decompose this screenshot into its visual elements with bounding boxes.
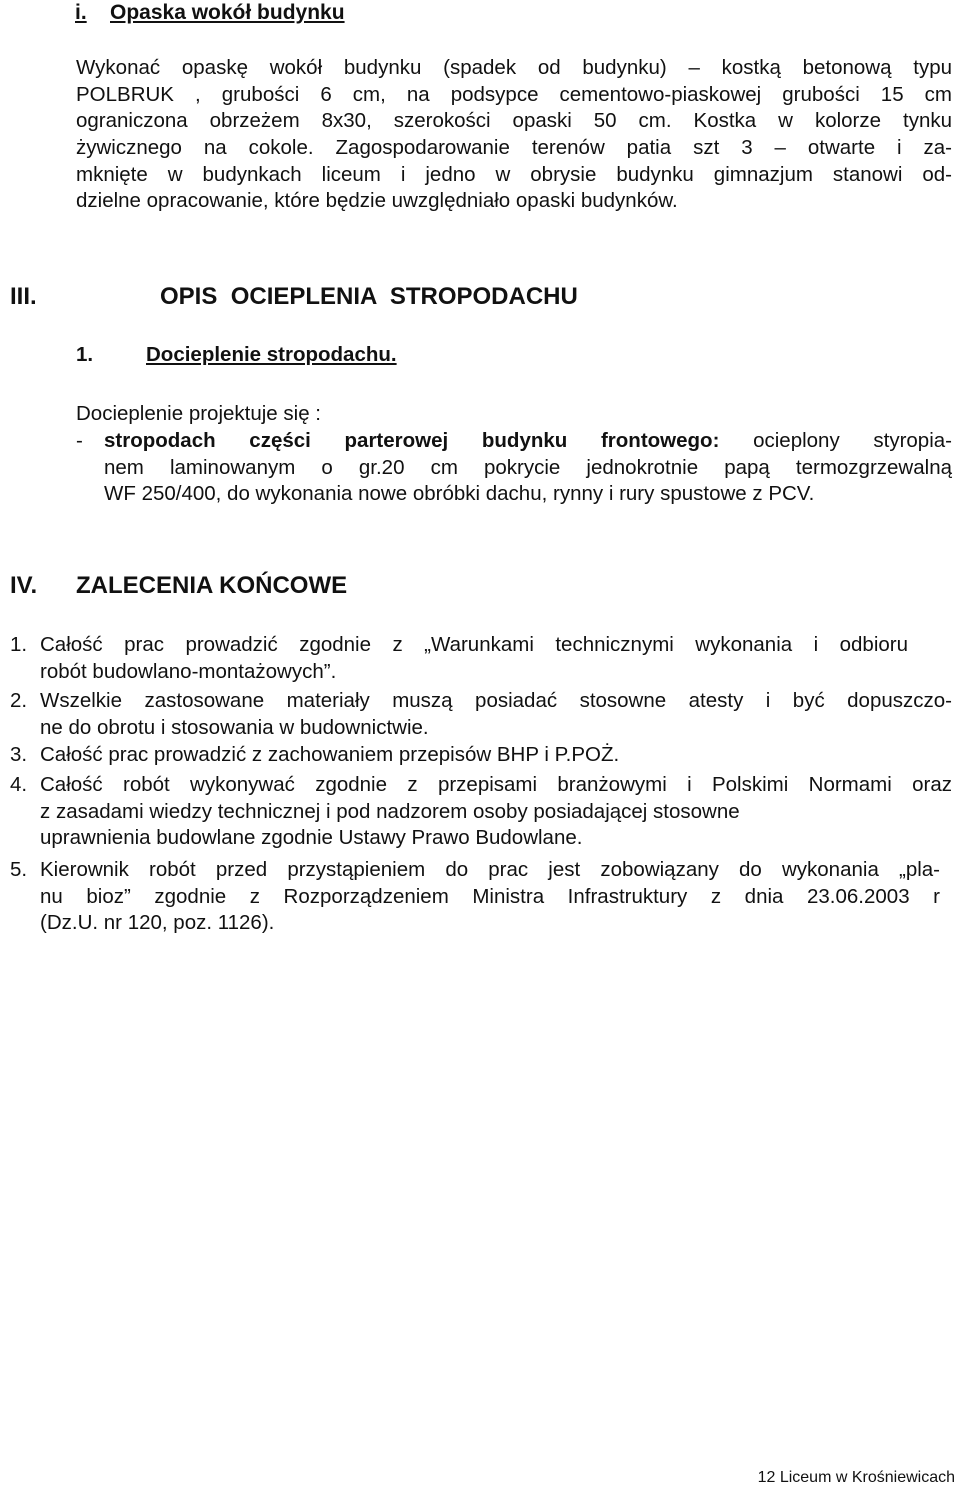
section-iii-numeral: III. xyxy=(10,283,37,310)
list-item-number: 5. xyxy=(10,858,28,881)
list-item-line: Kierownik robót przed przystąpieniem do prac jest zobowiązany do wykonania „pla- xyxy=(40,858,940,881)
paragraph-line: POLBRUK , grubości 6 cm, na podsypce cementowo-piaskowej grubości 15 cm xyxy=(76,82,952,106)
paragraph-line: ograniczona obrzeżem 8x30, szerokości opaski 50 cm. Kostka w kolorze tynku xyxy=(76,109,952,133)
list-item-line: Całość prac prowadzić z zachowaniem przepisów BHP i P.POŻ. xyxy=(40,743,620,766)
page-footer: 12 Liceum w Krośniewicach xyxy=(757,1469,955,1486)
section-iii-title: OPIS OCIEPLENIA STROPODACHU xyxy=(160,283,578,310)
list-item-line: nu bioz” zgodnie z Rozporządzeniem Ministra Infrastruktury z dnia 23.06.2003 r xyxy=(40,884,940,908)
section-iii-intro: Docieplenie projektuje się : xyxy=(76,402,321,425)
list-item-line: (Dz.U. nr 120, poz. 1126). xyxy=(40,911,275,935)
bullet-item xyxy=(104,428,952,508)
list-item xyxy=(40,857,940,937)
list-item-number: 1. xyxy=(10,633,28,656)
section-iv-numeral: IV. xyxy=(10,572,38,599)
bullet-first-line xyxy=(104,428,952,455)
list-item-number: 2. xyxy=(10,689,28,712)
list-item-number: 4. xyxy=(10,773,28,796)
list-item xyxy=(40,772,952,852)
list-item-line: uprawnienia budowlane zgodnie Ustawy Prawo Budowlane. xyxy=(40,826,583,850)
list-item-line: ne do obrotu i stosowania w budownictwie. xyxy=(40,715,429,739)
bullet-line: WF 250/400, do wykonania nowe obróbki dachu, rynny i rury spustowe z PCV. xyxy=(104,482,815,506)
paragraph-line: mknięte w budynkach liceum i jedno w obrysie budynku gimnazjum stanowi od- xyxy=(76,162,952,186)
bullet-bold-text: stropodach części parterowej budynku frontowego: xyxy=(104,429,720,452)
section-i-title: Opaska wokół budynku xyxy=(110,1,345,24)
list-item xyxy=(40,688,952,741)
section-i-letter: i. xyxy=(75,1,87,24)
list-item-line: z zasadami wiedzy technicznej i pod nadzorem osoby posiadającej stosowne xyxy=(40,799,740,823)
list-item xyxy=(40,632,908,685)
paragraph-line: dzielne opracowanie, które będzie uwzględniało opaski budynków. xyxy=(76,189,678,213)
list-item-line: Całość prac prowadzić zgodnie z „Warunkami technicznymi wykonania i odbioru xyxy=(40,633,908,656)
list-item-line: Wszelkie zastosowane materiały muszą posiadać stosowne atesty i być dopuszczo- xyxy=(40,689,952,712)
list-item-line: Całość robót wykonywać zgodnie z przepisami branżowymi i Polskimi Normami oraz xyxy=(40,773,952,796)
paragraph-line: żywicznego na cokole. Zagospodarowanie terenów patia szt 3 – otwarte i za- xyxy=(76,136,952,160)
bullet-line: nem laminowanym o gr.20 cm pokrycie jednokrotnie papą termozgrzewalną xyxy=(104,455,952,479)
section-i-paragraph xyxy=(76,55,952,215)
subsection-title: Docieplenie stropodachu. xyxy=(146,343,397,366)
list-item-number: 3. xyxy=(10,743,28,766)
paragraph-line: Wykonać opaskę wokół budynku (spadek od budynku) – kostką betonową typu xyxy=(76,56,952,79)
subsection-number: 1. xyxy=(76,343,94,366)
bullet-dash: - xyxy=(76,429,83,452)
section-iv-title: ZALECENIA KOŃCOWE xyxy=(76,572,348,599)
list-item-line: robót budowlano-montażowych”. xyxy=(40,659,337,683)
bullet-rest-text: ocieplony styropia- xyxy=(719,429,952,452)
